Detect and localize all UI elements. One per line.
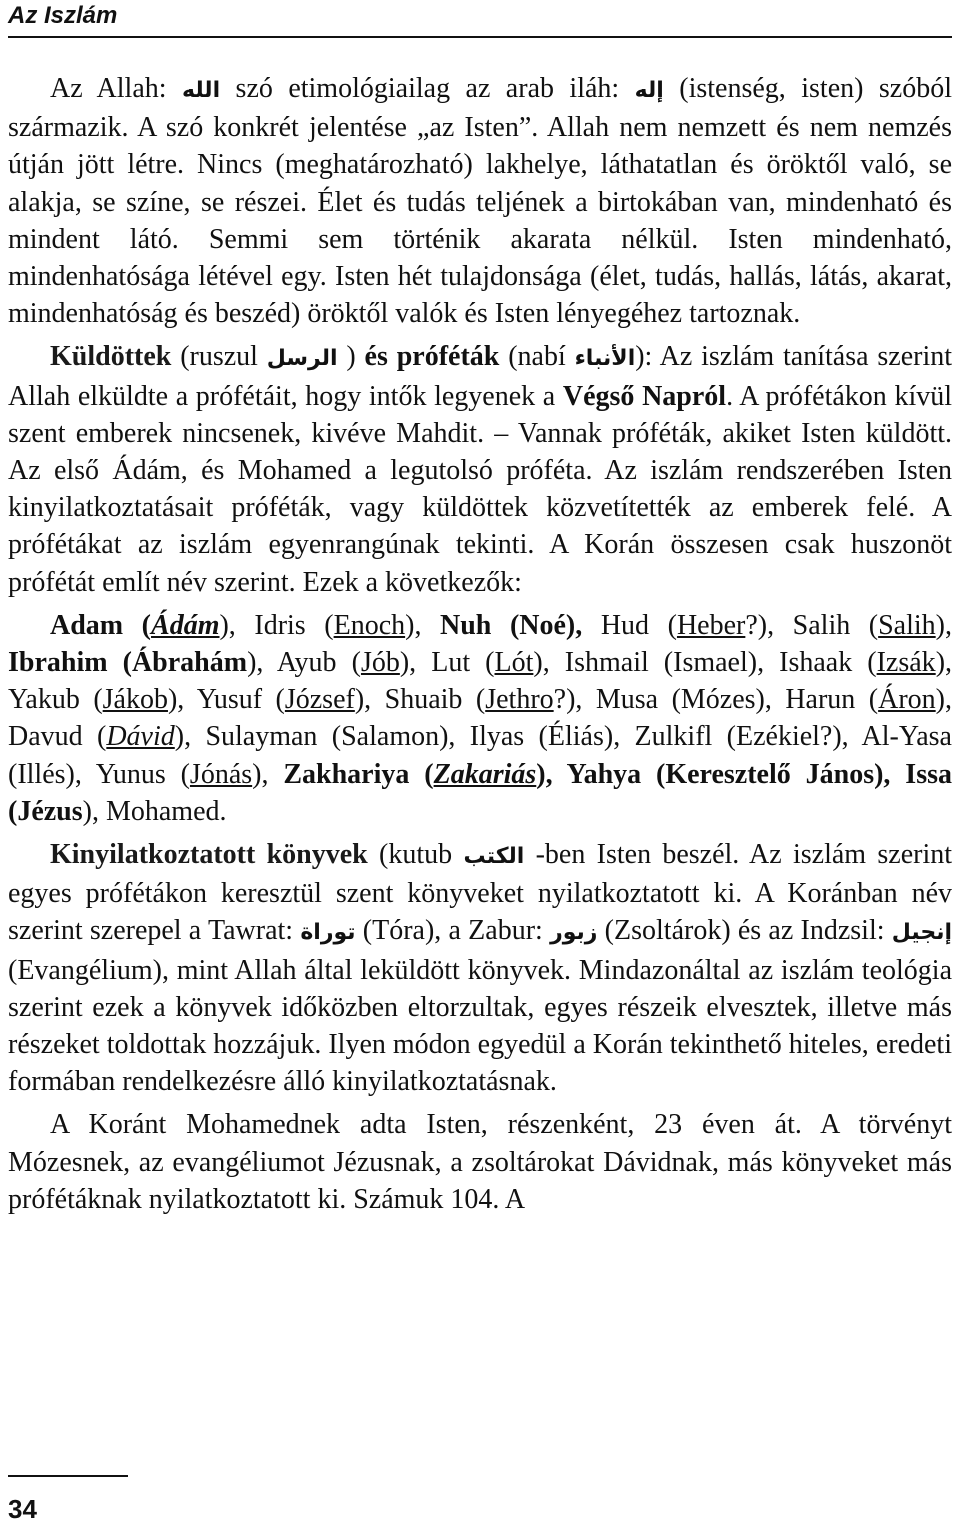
text: ): Az iszlám tanítása szerint Allah elküldte a prófétáit, hogy intők legyenek a	[8, 341, 953, 412]
text-zakhariya: Zakhariya (	[283, 758, 434, 790]
page-number: 34	[8, 1494, 37, 1524]
text: . A prófétákon kívül szent emberek nincsenek, kivéve Mahdit. – Vannak próféták, akiket Isten küldött. Az első Ádám, és Mohamed a legutolsó próféta. Az iszlám rendszerében Isten kinyilatkoztatásait próféták, vagy küldöttek közvetítették az emberek felé. A prófétákat az iszlám egyenrangúnak tekinti. A Korán összesen csak huszonöt prófétát említ név szerint. Ezek a következők:	[8, 380, 953, 598]
arabic-word-tawrat: توراة	[300, 920, 356, 946]
text: ), Shuaib (	[354, 684, 486, 716]
text: Hud (	[582, 609, 677, 641]
term-kuldottek: Küldöttek	[50, 341, 172, 373]
link-david[interactable]: Dávid	[106, 721, 175, 753]
text: Az Allah:	[50, 73, 182, 104]
text: Adam (	[50, 609, 152, 641]
text: (istenség, isten) szóból származik. A szó konkrét jelentése „az Isten”. Allah nem nemzett és nem nemzés útján jött létre. Nincs (meghatározható) lakhelye, láthatatlan és öröktől való, se alakja, se színe, se részei. Élet és tudás teljének a birtokában van, mindenható és mindent látó. Semmi sem történik akarata nélkül. Isten mindenható, mindenhatósága létével egy. Isten hét tulajdonsága (élet, tudás, hallás, látás, akarat, mindenhatóság és beszéd) öröktől valók és Isten lényegéhez tartoznak.	[8, 73, 952, 330]
text: (ruszul	[171, 341, 267, 373]
arabic-word-kutub: الكتب	[463, 844, 525, 870]
link-jakob[interactable]: Jákob	[102, 684, 168, 716]
text: (nabí	[499, 341, 575, 373]
text: ?), Salih (	[745, 609, 879, 641]
text: ), Sulayman (Salamon), Ilyas (Éliás), Zulkifl (Ezékiel?), Al-Yasa (Illés), Yunus (	[8, 721, 952, 790]
text: ),	[935, 609, 952, 641]
text: -ben Isten beszél. Az iszlám szerint egyes prófétákon keresztül szent könyveket nyilatkoztatott ki. A Koránban név szerint szerepel a Tawrat:	[8, 839, 952, 947]
page-body	[8, 70, 952, 1218]
text: (Tóra), a Zabur:	[355, 915, 551, 947]
text: ?), Musa (Mózes), Harun (	[553, 684, 879, 716]
arabic-word-rusul: الرسل	[266, 346, 338, 372]
text: szó etimológiailag az arab iláh:	[220, 73, 635, 104]
text: ),	[252, 758, 284, 790]
text-yahya-issa: ), Yahya (Keresztelő János), Issa (Jézus	[8, 758, 952, 827]
arabic-word-zabur: زبور	[550, 920, 598, 946]
text: ),	[405, 609, 441, 641]
arabic-word-ilah: إله	[634, 78, 664, 103]
link-jethro[interactable]: Jethro	[485, 684, 554, 716]
text: ), Ishmail (Ismael), Ishaak (	[533, 647, 877, 679]
text-ibrahim: Ibrahim (Ábrahám	[8, 647, 248, 679]
arabic-word-allah: الله	[181, 78, 221, 103]
paragraph-prophets	[8, 338, 952, 600]
text: ), Lut (	[399, 647, 495, 679]
paragraph-prophet-list	[8, 607, 952, 830]
link-izsak[interactable]: Izsák	[876, 647, 936, 679]
header-title: Az Iszlám	[8, 2, 118, 29]
text-nuh: Nuh (Noé),	[440, 609, 583, 641]
link-adam[interactable]: Ádám	[151, 609, 220, 641]
paragraph-koran	[8, 1106, 952, 1218]
text: ), Mohamed.	[82, 795, 227, 827]
link-salih[interactable]: Salih	[878, 609, 936, 641]
link-enoch[interactable]: Enoch	[333, 609, 406, 641]
text: A Koránt Mohamednek adta Isten, részenként, 23 éven át. A törvényt Mózesnek, az evangéliumot Jézusnak, a zsoltárokat Dávidnak, más könyveket más prófétáknak nyilatkoztatott ki. Számuk 104. A	[8, 1109, 952, 1215]
text: ), Yakub (	[8, 647, 953, 716]
link-jozsef[interactable]: József	[284, 684, 355, 716]
arabic-word-anbiya: الأنباء	[574, 346, 636, 372]
running-header	[8, 0, 952, 38]
text: ), Davud (	[8, 684, 952, 753]
link-zakarias[interactable]: Zakariás	[433, 758, 537, 790]
term-kinyilatkoztatott-konyvek: Kinyilatkoztatott könyvek	[50, 839, 368, 871]
footer-divider	[8, 1475, 128, 1477]
link-lot[interactable]: Lót	[494, 647, 534, 679]
text: ), Ayub (	[247, 647, 361, 679]
text: (Evangélium), mint Allah által leküldött könyvek. Mindazonáltal az iszlám teológia szerint ezek a könyvek időközben eltorzultak, egyes részeik elvesztek, illetve más részeket toldottak hozzájuk. Ilyen módon egyedül a Korán tekinthető hiteles, eredeti formában rendelkezésre álló kinyilatkoztatásnak.	[8, 954, 952, 1098]
term-vegso-nap: Végső Napról	[562, 380, 727, 412]
text: (kutub	[367, 839, 464, 871]
text: (Zsoltárok) és az Indzsil:	[597, 915, 892, 947]
link-job[interactable]: Jób	[360, 647, 400, 679]
text: ), Idris (	[219, 609, 334, 641]
link-aron[interactable]: Áron	[878, 684, 936, 716]
text: ), Yusuf (	[167, 684, 285, 716]
text: )	[337, 341, 365, 373]
term-profetak: és próféták	[364, 341, 500, 373]
paragraph-allah	[8, 70, 952, 332]
paragraph-books	[8, 836, 952, 1100]
arabic-word-injil: إنجيل	[891, 920, 953, 946]
link-heber[interactable]: Heber	[676, 609, 746, 641]
link-jonas[interactable]: Jónás	[189, 758, 253, 790]
